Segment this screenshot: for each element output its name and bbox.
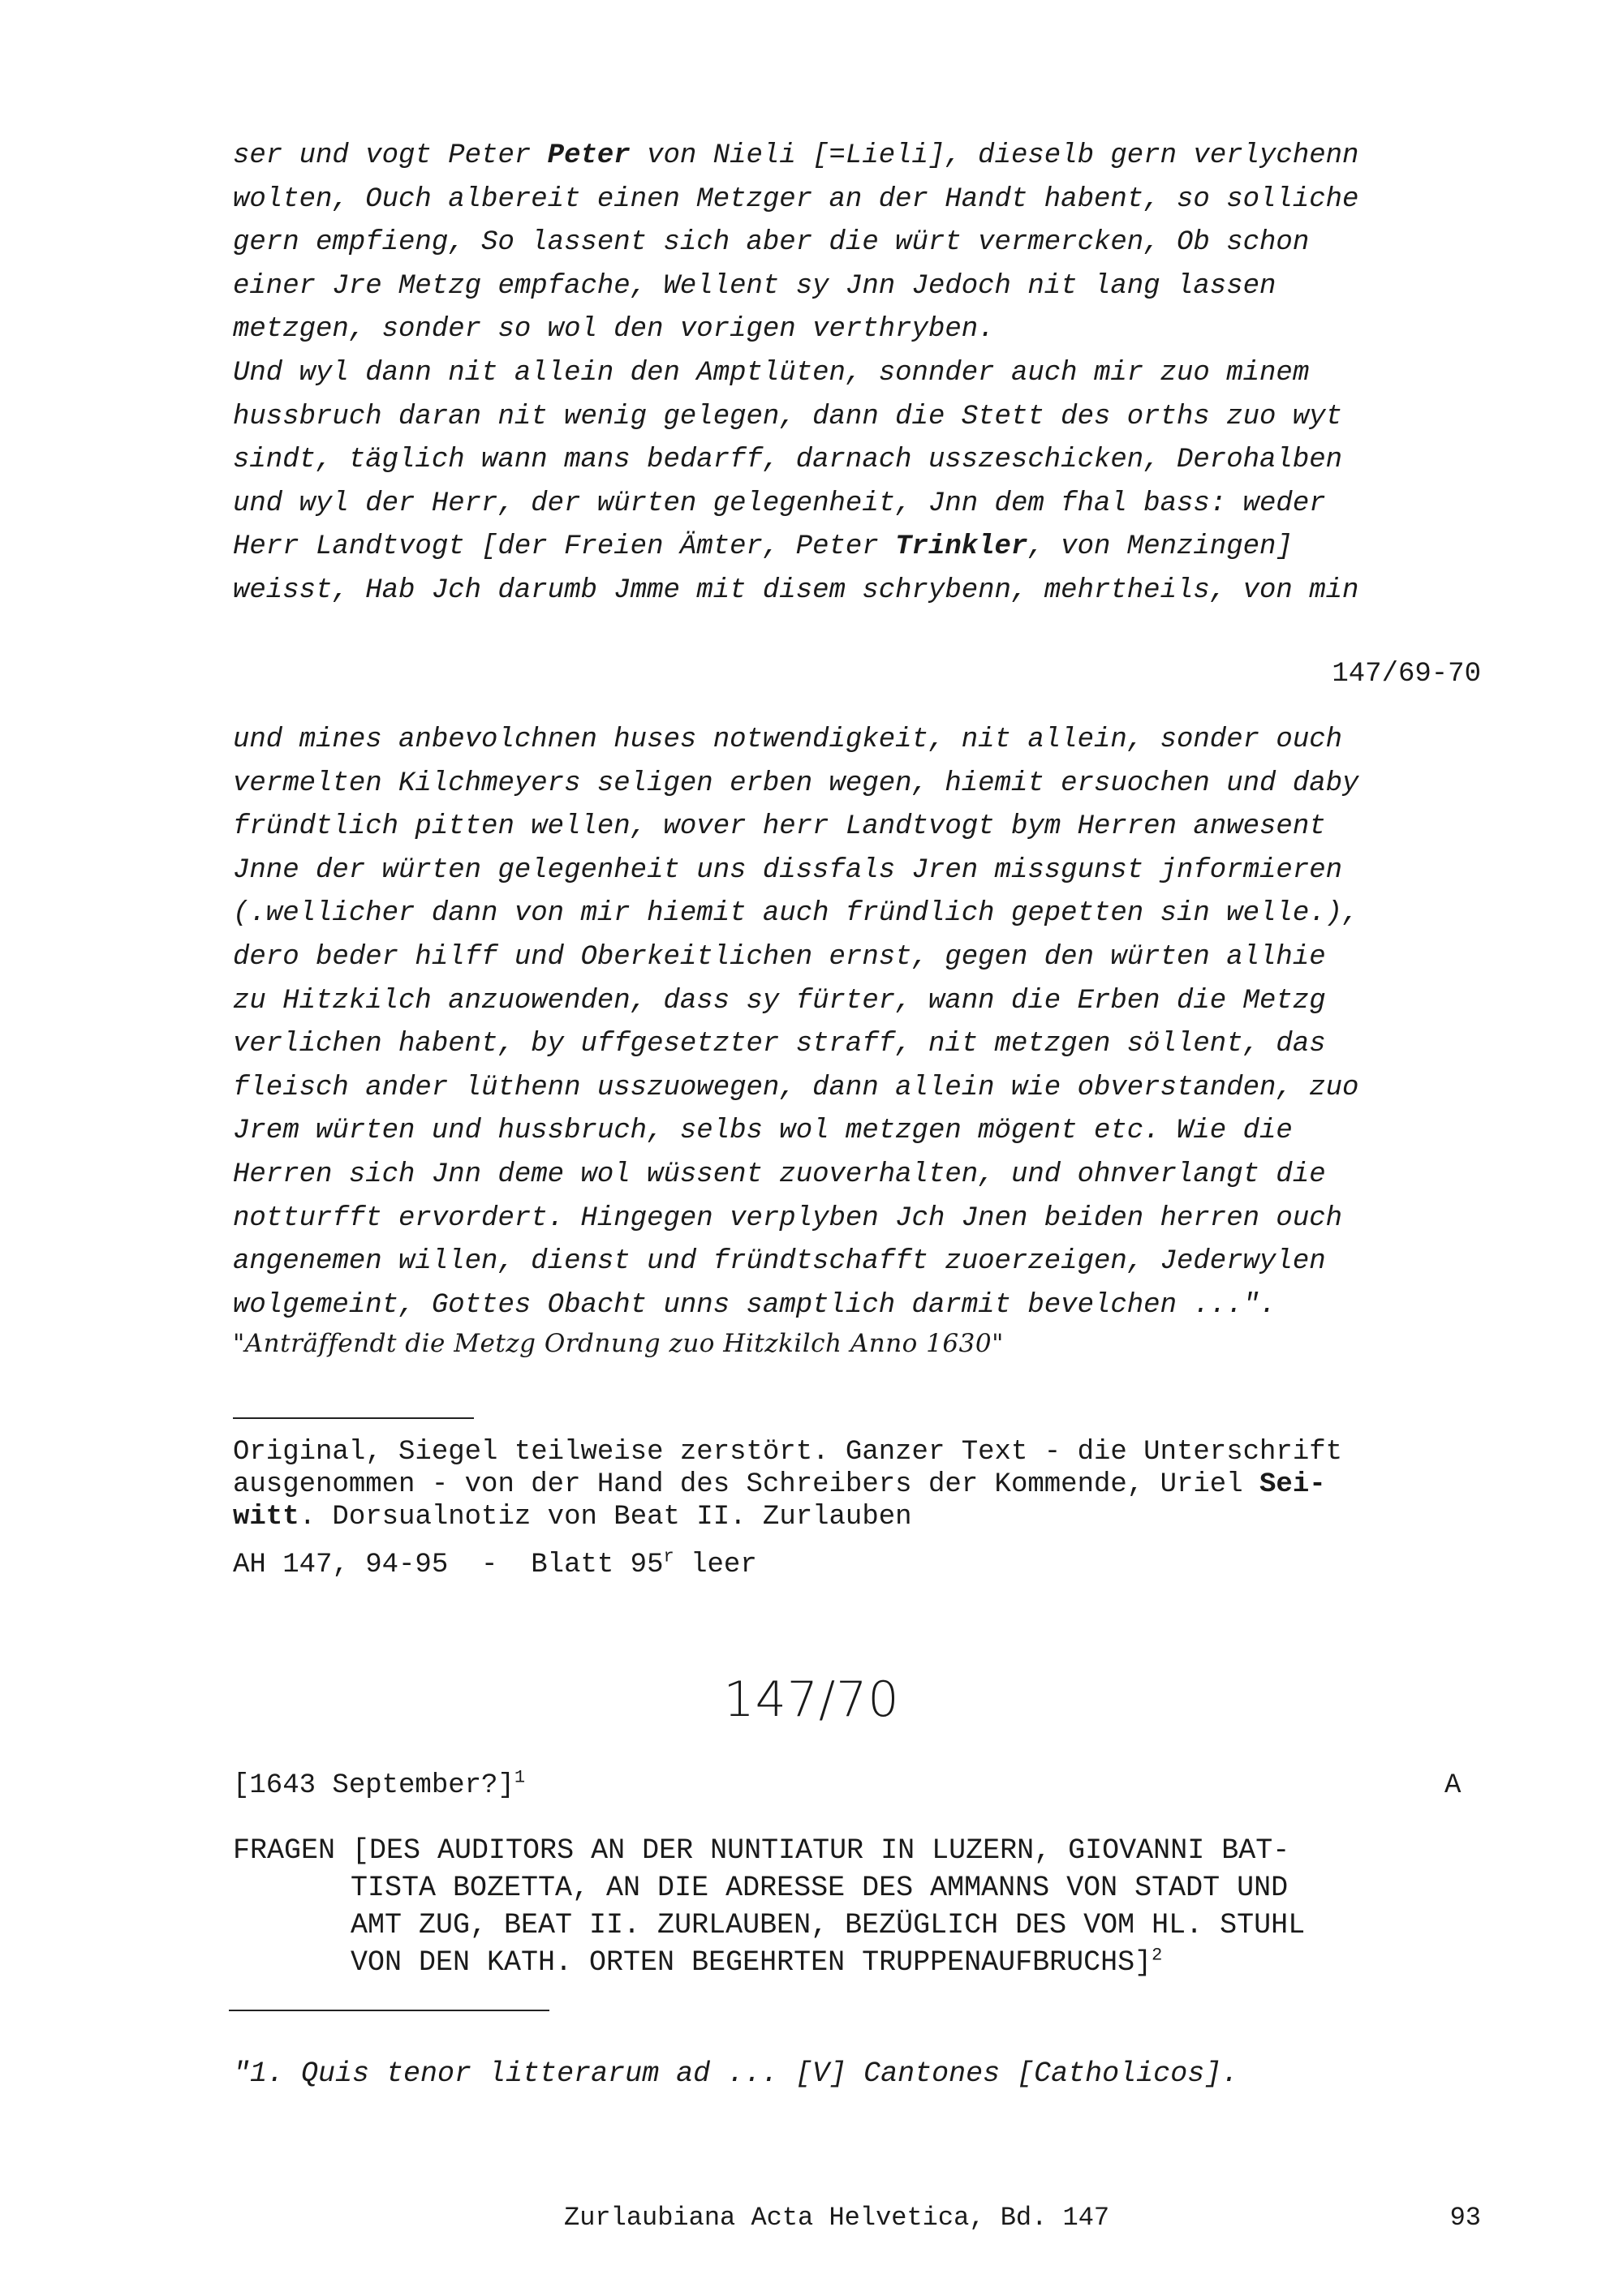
heading-line: FRAGEN [DES AUDITORS AN DER NUNTIATUR IN LUZERN, GIOVANNI BAT-: [233, 1834, 1290, 1867]
document-date: [1643 September?]$^1$: [233, 1767, 526, 1801]
text-line: (.wellicher dann von mir hiemit auch fründlich gepetten sin welle.),: [233, 898, 1359, 930]
text-line: einer Jre Metzg empfache, Wellent sy Jnn Jedoch nit lang lassen: [233, 270, 1276, 302]
text-line: und wyl der Herr, der würten gelegenheit, Jnn dem fhal bass: weder: [233, 488, 1326, 519]
text-line: notturfft ervordert. Hingegen verplyben Jch Jnen beiden herren ouch: [233, 1202, 1343, 1234]
bold-name: Trinkler: [895, 531, 1028, 563]
heading-divider: [229, 2010, 549, 2011]
question-text: "1. Quis tenor litterarum ad ... [V] Cantones [Catholicos].: [233, 2057, 1239, 2090]
transcription-block-1: [233, 135, 1483, 613]
text-line: Und wyl dann nit allein den Amptlüten, sonnder auch mir zuo minem: [233, 357, 1310, 389]
page-reference: 147/69-70: [1332, 659, 1481, 690]
dorsal-note: "Anträffendt die Metzg Ordnung zuo Hitzkilch Anno 1630": [233, 1329, 1004, 1358]
text-line: metzgen, sonder so wol den vorigen verthryben.: [233, 314, 995, 346]
text-line: Herr Landtvogt [der Freien Ämter, Peter Trinkler, von Menzingen]: [233, 531, 1293, 563]
footnote-divider: [233, 1417, 474, 1419]
text-line: sindt, täglich wann mans bedarff, darnach usszeschicken, Derohalben: [233, 445, 1343, 476]
note-line: Original, Siegel teilweise zerstört. Ganzer Text - die Unterschrift: [233, 1437, 1343, 1468]
heading-line: AMT ZUG, BEAT II. ZURLAUBEN, BEZÜGLICH DES VOM HL. STUHL: [351, 1909, 1306, 1941]
text-line: vermelten Kilchmeyers seligen erben wegen, hiemit ersuochen und daby: [233, 767, 1359, 799]
bold-name: Peter: [547, 140, 631, 171]
page-number: 93: [1449, 2203, 1481, 2233]
note-line: witt. Dorsualnotiz von Beat II. Zurlauben: [233, 1502, 912, 1533]
source-note: [233, 1436, 1342, 1533]
note-line: ausgenommen - von der Hand des Schreibers der Kommende, Uriel Sei-: [233, 1469, 1326, 1500]
text-line: Herren sich Jnn deme wol wüssent zuoverhalten, und ohnverlangt die: [233, 1159, 1326, 1190]
text-line: Jnne der würten gelegenheit uns dissfals Jren missgunst jnformieren: [233, 854, 1343, 886]
footer-title: Zurlaubiana Acta Helvetica, Bd. 147: [564, 2203, 1110, 2233]
text-line: weisst, Hab Jch darumb Jmme mit disem schrybenn, mehrtheils, von min: [233, 574, 1359, 606]
text-line: zu Hitzkilch anzuowenden, dass sy fürter, wann die Erben die Metzg: [233, 985, 1326, 1017]
heading-line: TISTA BOZETTA, AN DIE ADRESSE DES AMMANNS VON STADT UND: [351, 1872, 1289, 1904]
text-line: verlichen habent, by uffgesetzter straff, nit metzgen söllent, das: [233, 1029, 1326, 1060]
text-line: gern empfieng, So lassent sich aber die würt vermercken, Ob schon: [233, 227, 1310, 259]
text-line: und mines anbevolchnen huses notwendigkeit, nit allein, sonder ouch: [233, 724, 1343, 755]
text-line: hussbruch daran nit wenig gelegen, dann die Stett des orths zuo wyt: [233, 401, 1343, 432]
document-type: A: [1444, 1770, 1462, 1801]
text-line: Jrem würten und hussbruch, selbs wol metzgen mögent etc. Wie die: [233, 1116, 1293, 1147]
heading-line: VON DEN KATH. ORTEN BEGEHRTEN TRUPPENAUFBRUCHS]$^2$: [351, 1945, 1163, 1979]
text-line: wolgemeint, Gottes Obacht unns samptlich darmit bevelchen ...".: [233, 1289, 1276, 1321]
text-line: fleisch ander lüthenn usszuowegen, dann allein wie obverstanden, zuo: [233, 1072, 1359, 1103]
archive-reference: AH 147, 94-95 - Blatt 95$^r$ leer: [233, 1546, 757, 1580]
document-heading: [233, 1832, 1305, 1981]
text-line: wolten, Ouch albereit einen Metzger an der Handt habent, so solliche: [233, 183, 1359, 215]
transcription-block-2: [233, 719, 1483, 1327]
text-line: dero beder hilff und Oberkeitlichen ernst, gegen den würten allhie: [233, 941, 1326, 973]
text-line: angenemen willen, dienst und fründtschafft zuoerzeigen, Jederwylen: [233, 1246, 1326, 1278]
text-line: fründtlich pitten wellen, wover herr Landtvogt bym Herren anwesent: [233, 811, 1326, 843]
document-number: 147/70: [723, 1671, 900, 1728]
text-line: ser und vogt Peter Peter von Nieli [=Lieli], dieselb gern verlychenn: [233, 140, 1359, 171]
